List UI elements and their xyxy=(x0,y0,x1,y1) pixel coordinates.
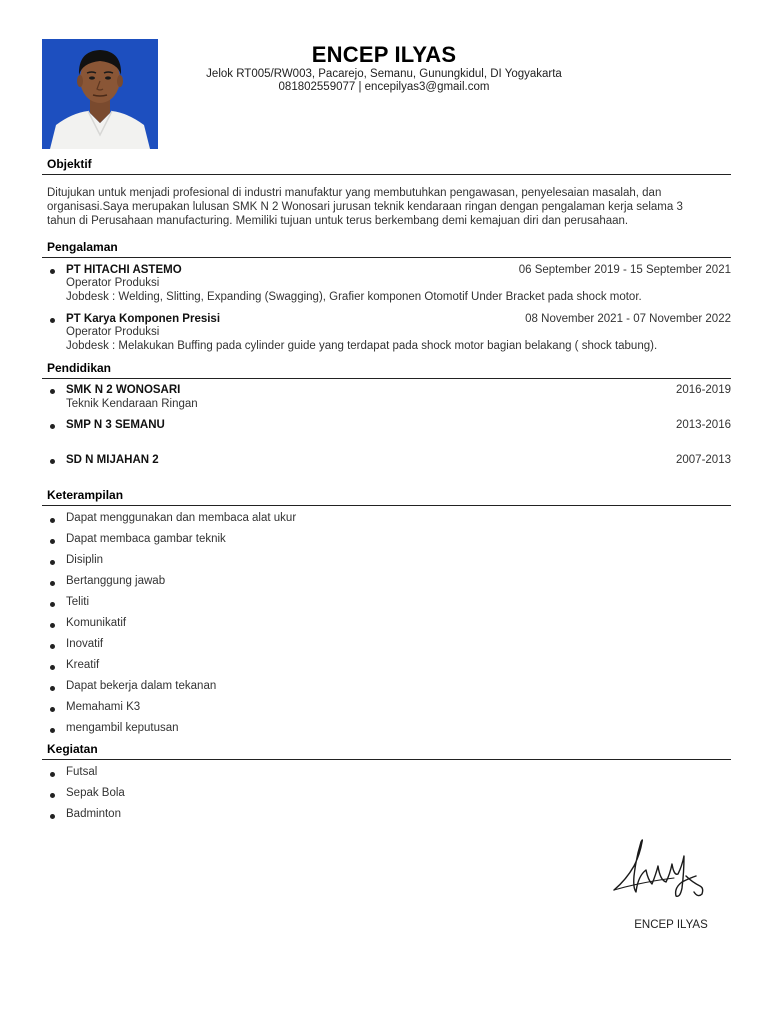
section-divider xyxy=(42,759,731,760)
section-title-experience: Pengalaman xyxy=(47,240,118,254)
bullet-icon xyxy=(50,581,55,586)
section-divider xyxy=(42,378,731,379)
skill-item: Dapat menggunakan dan membaca alat ukur xyxy=(66,512,297,524)
bullet-icon xyxy=(50,424,55,429)
section-title-skills: Keterampilan xyxy=(47,488,124,502)
candidate-contact: 081802559077 | encepilyas3@gmail.com xyxy=(278,81,490,93)
handwritten-signature xyxy=(612,836,708,908)
education-school: SMP N 3 SEMANU xyxy=(66,419,165,431)
experience-description: Jobdesk : Welding, Slitting, Expanding (Swagging), Grafier komponen Otomotif Under Bracket pada shock motor. xyxy=(66,291,642,303)
skill-item: Bertanggung jawab xyxy=(66,575,166,587)
bullet-icon xyxy=(50,772,55,777)
bullet-icon xyxy=(50,269,55,274)
bullet-icon xyxy=(50,459,55,464)
bullet-icon xyxy=(50,793,55,798)
bullet-icon xyxy=(50,560,55,565)
activity-item: Sepak Bola xyxy=(66,787,125,799)
experience-company: PT Karya Komponen Presisi xyxy=(66,313,221,325)
bullet-icon xyxy=(50,707,55,712)
bullet-icon xyxy=(50,686,55,691)
signature-name: ENCEP ILYAS xyxy=(634,919,708,931)
bullet-icon xyxy=(50,728,55,733)
skill-item: Dapat bekerja dalam tekanan xyxy=(66,680,217,692)
section-divider xyxy=(42,174,731,175)
education-school: SMK N 2 WONOSARI xyxy=(66,384,181,396)
activity-item: Badminton xyxy=(66,808,121,820)
bullet-icon xyxy=(50,623,55,628)
experience-role: Operator Produksi xyxy=(66,277,160,289)
experience-dates: 06 September 2019 - 15 September 2021 xyxy=(518,264,731,276)
section-title-objective: Objektif xyxy=(47,157,92,171)
skill-item: Kreatif xyxy=(66,659,100,671)
objective-line: Ditujukan untuk menjadi profesional di industri manufaktur yang membutuhkan pengawasan, penyelesaian masalah, dan xyxy=(47,187,662,199)
candidate-name: ENCEP ILYAS xyxy=(311,42,457,67)
bullet-icon xyxy=(50,389,55,394)
education-major: Teknik Kendaraan Ringan xyxy=(66,398,198,410)
bullet-icon xyxy=(50,518,55,523)
skill-item: Teliti xyxy=(66,596,90,608)
section-divider xyxy=(42,257,731,258)
education-years: 2013-2016 xyxy=(676,419,731,431)
activity-item: Futsal xyxy=(66,766,98,778)
bullet-icon xyxy=(50,318,55,323)
experience-dates: 08 November 2021 - 07 November 2022 xyxy=(525,313,731,325)
section-title-activities: Kegiatan xyxy=(47,742,98,756)
bullet-icon xyxy=(50,644,55,649)
education-years: 2016-2019 xyxy=(676,384,731,396)
bullet-icon xyxy=(50,665,55,670)
skill-item: Inovatif xyxy=(66,638,104,650)
bullet-icon xyxy=(50,814,55,819)
objective-line: organisasi.Saya merupakan lulusan SMK N 2 Wonosari jurusan teknik kendaraan ringan dengan pengalaman kerja selama 3 xyxy=(47,201,683,213)
experience-role: Operator Produksi xyxy=(66,326,160,338)
education-years: 2007-2013 xyxy=(676,454,731,466)
bullet-icon xyxy=(50,602,55,607)
candidate-address: Jelok RT005/RW003, Pacarejo, Semanu, Gunungkidul, DI Yogyakarta xyxy=(206,68,562,80)
experience-company: PT HITACHI ASTEMO xyxy=(66,264,182,276)
skill-item: mengambil keputusan xyxy=(66,722,179,734)
skill-item: Dapat membaca gambar teknik xyxy=(66,533,226,545)
education-school: SD N MIJAHAN 2 xyxy=(66,454,159,466)
objective-line: tahun di Perusahaan manufacturing. Memiliki tujuan untuk terus berkembang demi kemajuan diri dan perusahaan. xyxy=(47,215,629,227)
bullet-icon xyxy=(50,539,55,544)
section-title-education: Pendidikan xyxy=(47,361,112,375)
section-divider xyxy=(42,505,731,506)
skill-item: Komunikatif xyxy=(66,617,127,629)
skill-item: Disiplin xyxy=(66,554,104,566)
experience-description: Jobdesk : Melakukan Buffing pada cylinder guide yang terdapat pada shock motor bagian belakang ( shock tabung). xyxy=(66,340,658,352)
skill-item: Memahami K3 xyxy=(66,701,141,713)
